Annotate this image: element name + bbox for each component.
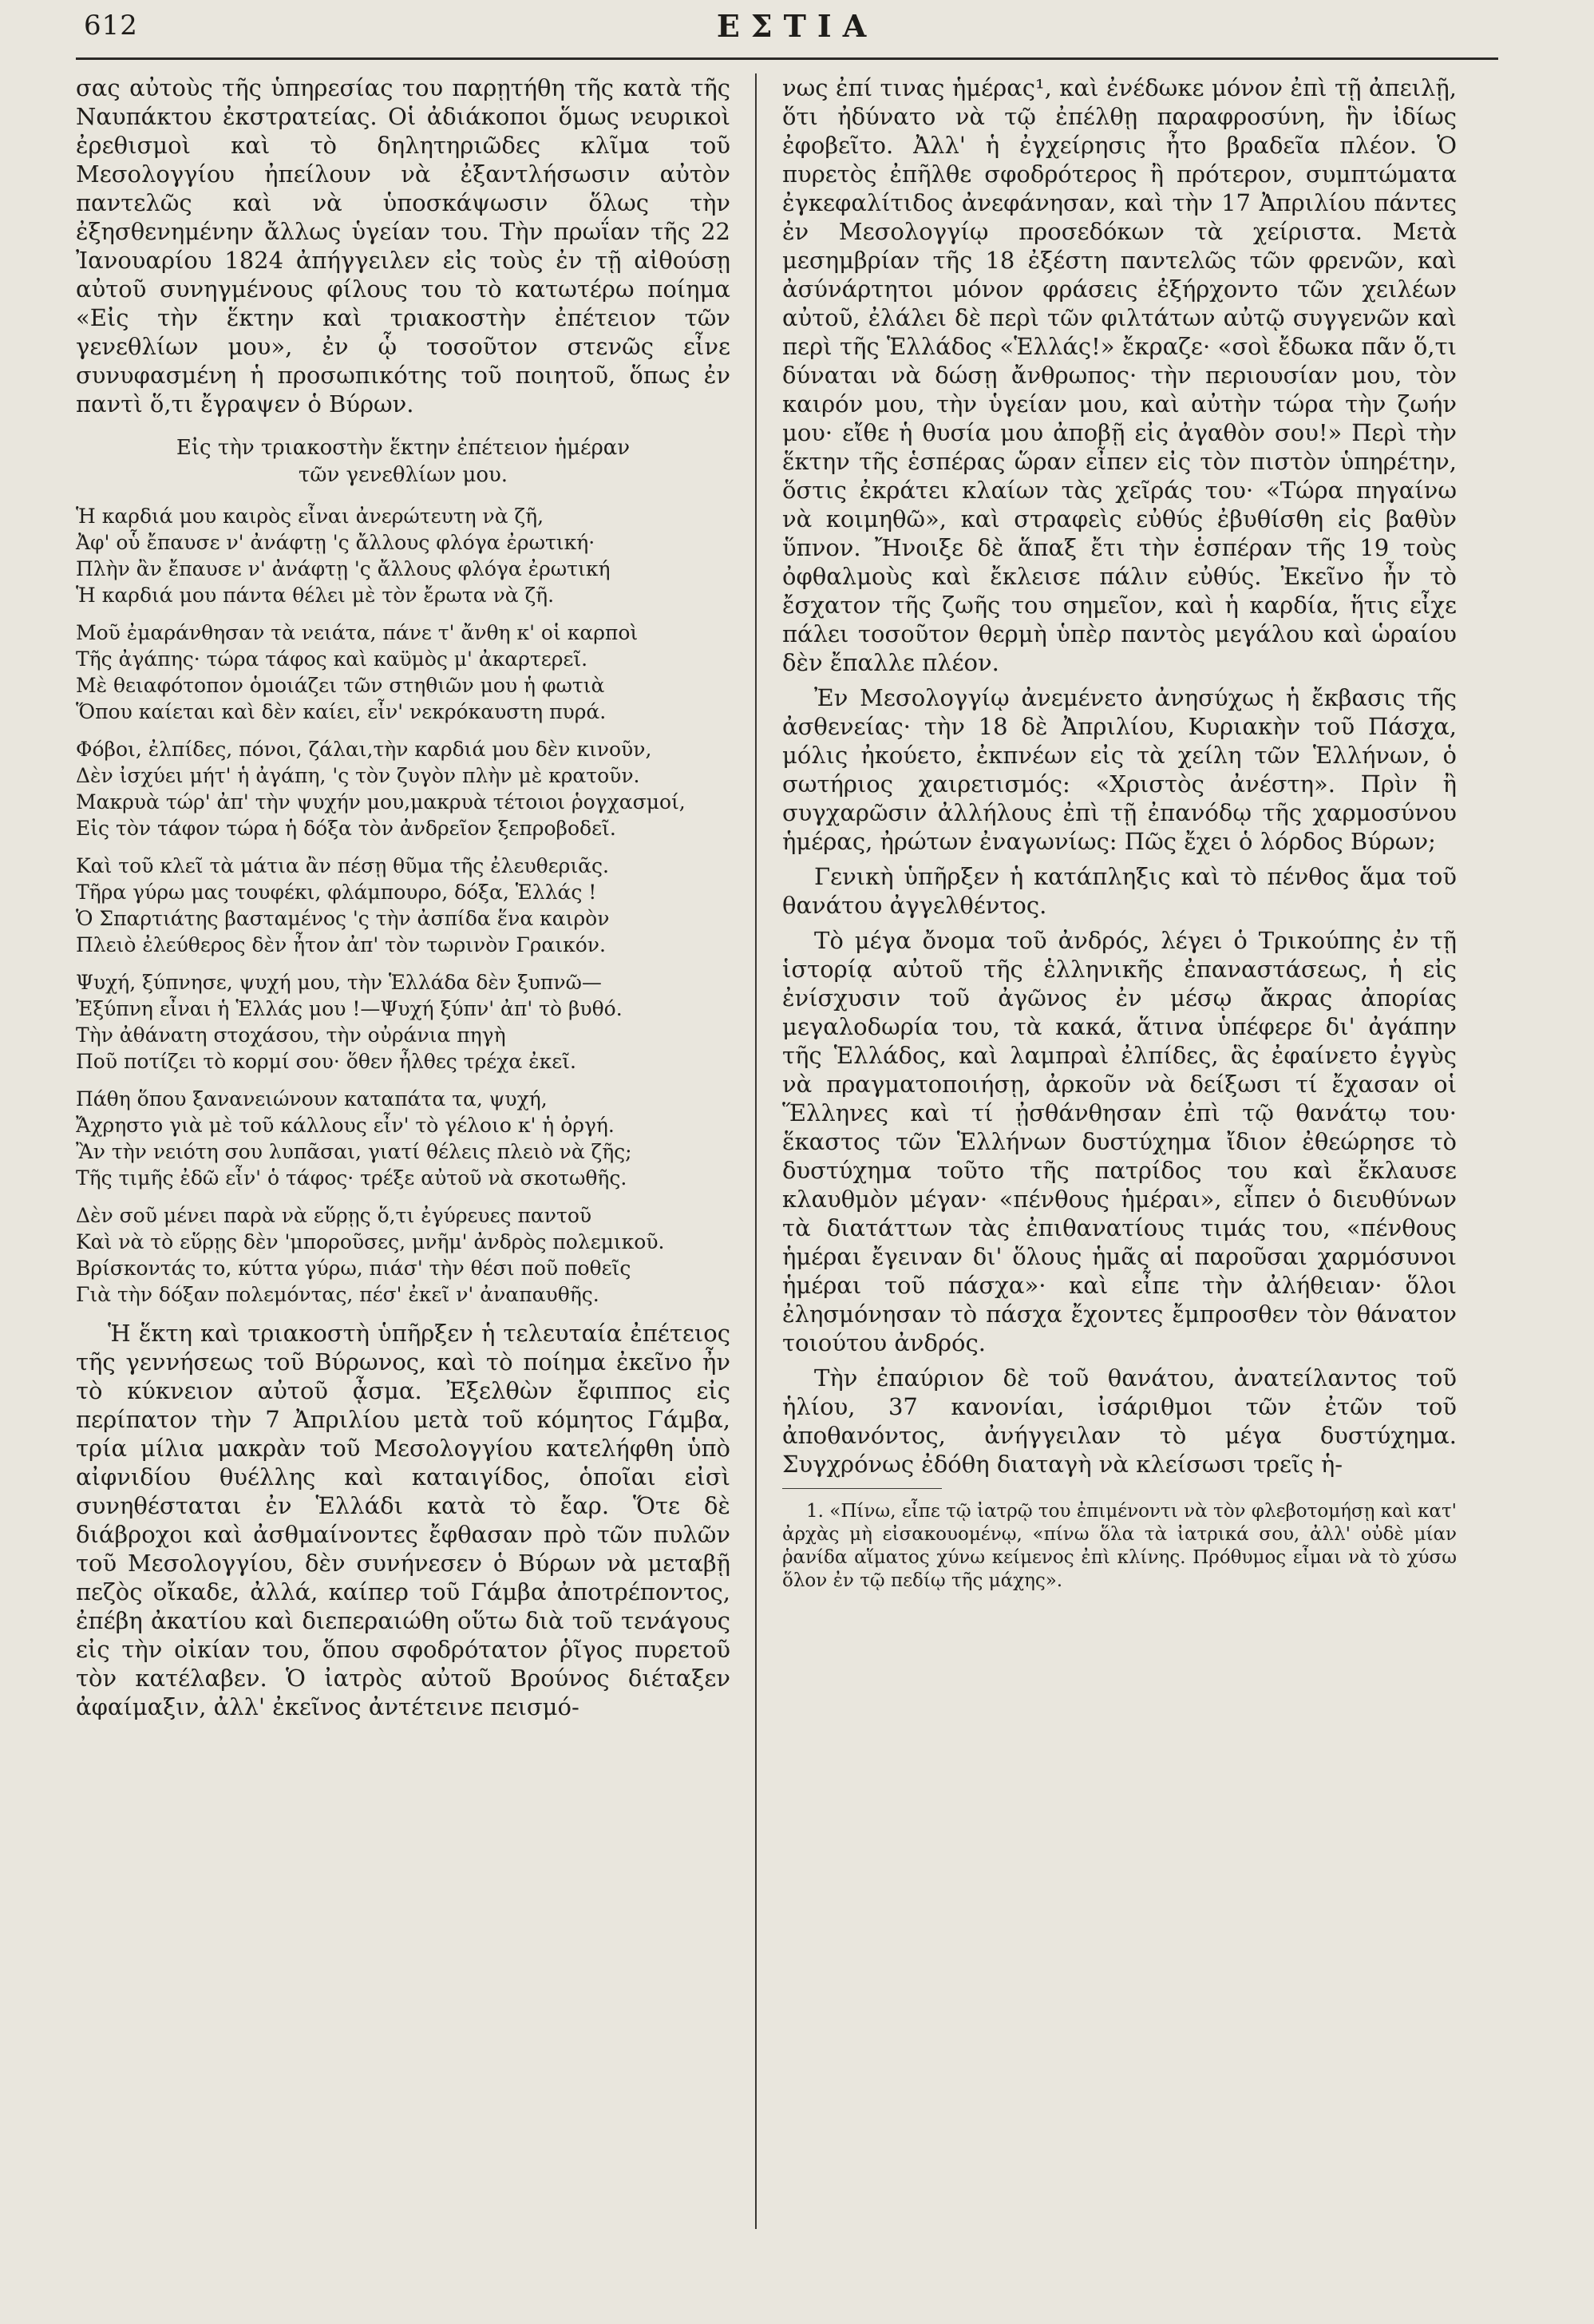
poem-stanza [76,503,730,608]
right-column [782,73,1457,1611]
body-paragraph: Γενικὴ ὑπῆρξεν ἡ κατάπληξις καὶ τὸ πένθος ἅμα τοῦ θανάτου ἀγγελθέντος. [782,863,1457,919]
poem-verse: Καὶ νὰ τὸ εὕρῃς δὲν 'μποροῦσες, μνῆμ' ἀνδρὸς πολεμικοῦ. [76,1230,665,1253]
poem-stanza [76,853,730,958]
poem-verse: Γιὰ τὴν δόξαν πολεμόντας, πέσ' ἐκεῖ ν' ἀναπαυθῆς. [76,1283,599,1306]
body-paragraph: Τὴν ἐπαύριον δὲ τοῦ θανάτου, ἀνατείλαντος τοῦ ἡλίου, 37 κανονίαι, ἰσάριθμοι τῶν ἐτῶν τοῦ ἀποθανόντος, ἀνήγγειλαν τὸ μέγα δυστύχημα. Συγχρόνως ἐδόθη διαταγὴ νὰ κλείσωσι τρεῖς ἡ- [782,1364,1457,1478]
footnote-separator [782,1488,942,1489]
body-paragraph: Τὸ μέγα ὄνομα τοῦ ἀνδρός, λέγει ὁ Τρικούπης ἐν τῇ ἱστορίᾳ αὐτοῦ τῆς ἑλληνικῆς ἐπαναστάσεως, ἡ εἰς ἐνίσχυσιν τοῦ ἀγῶνος ἐν μέσῳ ἄκρας ἀπορίας μεγαλοδωρία του, τὰ κακά, ἅτινα ὑπέφερε δι' ἀγάπην τῆς Ἑλλάδος, καὶ λαμπραὶ ἐλπίδες, ἃς ἐφαίνετο ἐγγὺς νὰ πραγματοποιήσῃ, ἀρκοῦν νὰ δείξωσι τί ἔχασαν οἱ Ἕλληνες καὶ τί ᾐσθάνθησαν ἐπὶ τῷ θανάτῳ του· ἕκαστος τῶν Ἑλλήνων δυστύχημα ἴδιον ἐθεώρησε τὸ δυστύχημα τοῦτο τῆς πατρίδος του καὶ ἔκλαυσε κλαυθμὸν μέγαν· «πένθους ἡμέραι», εἶπεν ὁ διευθύνων τὰ διατάττων τὰς ἐπιθανατίους τιμάς του, «πένθους ἡμέραι ἔγειναν δι' ὅλους ἡμᾶς αἱ παροῦσαι χαρμόσυνοι ἡμέραι τοῦ πάσχα»· καὶ εἶπε τὴν ἀλήθειαν· ὅλοι ἐλησμόνησαν τὸ πάσχα ἔχοντες ἔμπροσθεν τὸν θάνατον τοιούτου ἀνδρός. [782,927,1457,1356]
poem-verse: Τῆς ἀγάπης· τώρα τάφος καὶ καϋμὸς μ' ἀκαρτερεῖ. [76,647,588,671]
poem-verse: Εἰς τὸν τάφον τώρα ἡ δόξα τὸν ἀνδρεῖον ξεπροβοδεῖ. [76,817,616,840]
poem-verse: Μὲ θειαφότοπον ὁμοιάζει τῶν στηθιῶν μου ἡ φωτιὰ [76,674,605,697]
poem-stanza [76,1202,730,1308]
left-column [76,73,730,1728]
poem-stanza [76,1086,730,1191]
footnote: 1. «Πίνω, εἶπε τῷ ἰατρῷ του ἐπιμένοντι νὰ τὸν φλεβοτομήσῃ καὶ κατ' ἀρχὰς μὴ εἰσακουομένῳ, «πίνω ὅλα τὰ ἰατρικά σου, ἀλλ' οὐδὲ μίαν ῥανίδα αἵματος χύνω κείμενος ἐπὶ κλίνης. Πρόθυμος εἶμαι νὰ τὸ χύσω ὅλον ἐν τῷ πεδίῳ τῆς μάχης». [782,1501,1457,1591]
poem-verse: Πλὴν ἂν ἔπαυσε ν' ἀνάφτῃ 'ς ἄλλους φλόγα ἐρωτική [76,557,611,580]
poem-verse: Ἂν τὴν νειότη σου λυπᾶσαι, γιατί θέλεις πλειὸ νὰ ζῆς; [76,1140,632,1163]
poem-verse: Τῆρα γύρω μας τουφέκι, φλάμπουρο, δόξα, Ἑλλάς ! [76,881,597,904]
column-divider [755,73,757,2229]
poem-title-line: τῶν γενεθλίων μου. [298,463,508,487]
poem-verse: Μοῦ ἐμαράνθησαν τὰ νειάτα, πάνε τ' ἄνθη κ' οἱ καρποὶ [76,621,639,644]
poem-verse: Βρίσκοντάς το, κύττα γύρω, πιάσ' τὴν θέσι ποῦ ποθεῖς [76,1257,631,1280]
poem-verse: Φόβοι, ἐλπίδες, πόνοι, ζάλαι,τὴν καρδιά μου δὲν κινοῦν, [76,738,652,761]
page-number: 612 [84,10,138,42]
poem-verse: Ἡ καρδιά μου καιρὸς εἶναι ἀνερώτευτη νὰ ζῆ, [76,505,544,528]
poem-verse: Ἐξύπνη εἶναι ἡ Ἑλλάς μου !—Ψυχή ξύπν' ἀπ' τὸ βυθό. [76,997,623,1020]
header-rule [76,57,1498,60]
poem-title [76,434,730,489]
body-paragraph: Ἐν Μεσολογγίῳ ἀνεμένετο ἀνησύχως ἡ ἔκβασις τῆς ἀσθενείας· τὴν 18 δὲ Ἀπριλίου, Κυριακὴν τοῦ Πάσχα, μόλις ἠκούετο, ἐκπνέων εἰς τὰ χείλη τῶν Ἑλλήνων, ὁ σωτήριος χαιρετισμός: «Χριστὸς ἀνέστη». Πρὶν ἢ συγχαρῶσιν ἀλλήλους ἐπὶ τῇ ἐπανόδῳ τῆς χαρμοσύνου ἡμέρας, ἠρώτων ἐναγωνίως: Πῶς ἔχει ὁ λόρδος Βύρων; [782,684,1457,855]
poem-verse: Καὶ τοῦ κλεῖ τὰ μάτια ἂν πέσῃ θῦμα τῆς ἐλευθεριᾶς. [76,854,609,877]
poem-verse: Ποῦ ποτίζει τὸ κορμί σου· ὅθεν ἦλθες τρέχα ἐκεῖ. [76,1050,576,1073]
poem-verse: Ψυχή, ξύπνησε, ψυχή μου, τὴν Ἑλλάδα δὲν ξυπνῶ— [76,971,602,994]
poem-verse: Μακρυὰ τώρ' ἀπ' τὴν ψυχήν μου,μακρυὰ τέτοιοι ῥογχασμοί, [76,790,686,814]
poem-verse: Ἄχρηστο γιὰ μὲ τοῦ κάλλους εἶν' τὸ γέλοιο κ' ἡ ὀργή. [76,1114,615,1137]
poem-verse: Ἡ καρδιά μου πάντα θέλει μὲ τὸν ἔρωτα νὰ ζῆ. [76,584,555,607]
journal-title: ΕΣΤΙΑ [716,8,878,44]
poem-verse: Ὅπου καίεται καὶ δὲν καίει, εἶν' νεκρόκαυστη πυρά. [76,700,607,723]
poem-verse: Δὲν σοῦ μένει παρὰ νὰ εὕρῃς ὅ,τι ἐγύρευες παντοῦ [76,1204,592,1227]
poem-verse: Πάθη ὅπου ξανανειώνουν καταπάτα τα, ψυχή, [76,1087,548,1111]
poem-stanza [76,620,730,725]
poem-stanza [76,969,730,1075]
poem-verse: Δὲν ἰσχύει μήτ' ἡ ἀγάπη, 'ς τὸν ζυγὸν πλὴν μὲ κρατοῦν. [76,764,640,787]
poem-verse: Τῆς τιμῆς ἐδῶ εἶν' ὁ τάφος· τρέξε αὐτοῦ νὰ σκοτωθῆς. [76,1166,627,1190]
poem-verse: Τὴν ἀθάνατη στοχάσου, τὴν οὐράνια πηγὴ [76,1023,506,1047]
after-poem-paragraph: Ἡ ἕκτη καὶ τριακοστὴ ὑπῆρξεν ἡ τελευταία ἐπέτειος τῆς γεννήσεως τοῦ Βύρωνος, καὶ τὸ ποίημα ἐκεῖνο ἦν τὸ κύκνειον αὐτοῦ ᾆσμα. Ἐξελθὼν ἔφιππος εἰς περίπατον τὴν 7 Ἀπριλίου μετὰ τοῦ κόμητος Γάμβα, τρία μίλια μακρὰν τοῦ Μεσολογγίου κατελήφθη ὑπὸ αἰφνιδίου θυέλλης καὶ καταιγίδος, ὁποῖαι εἰσὶ συνηθέσταται ἐν Ἑλλάδι κατὰ τὸ ἔαρ. Ὅτε δὲ διάβροχοι καὶ ἀσθμαίνοντες ἔφθασαν πρὸ τῶν πυλῶν τοῦ Μεσολογγίου, δὲν συνήνεσεν ὁ Βύρων νὰ μεταβῇ πεζὸς οἴκαδε, ἀλλά, καίπερ τοῦ Γάμβα ἀποτρέποντος, ἐπέβη ἀκατίου καὶ διεπεραιώθη οὕτω διὰ τοῦ τενάγους εἰς τὴν οἰκίαν του, ὅπου σφοδρότατον ῥῖγος πυρετοῦ τὸν κατέλαβεν. Ὁ ἰατρὸς αὐτοῦ Βρούνος διέταξεν ἀφαίμαξιν, ἀλλ' ἐκεῖνος ἀντέτεινε πεισμό- [76,1320,730,1720]
poem [76,503,730,1308]
page-header [76,5,1518,54]
intro-paragraph: σας αὐτοὺς τῆς ὑπηρεσίας του παρῃτήθη τῆς κατὰ τῆς Ναυπάκτου ἐκστρατείας. Οἱ ἀδιάκοποι ὅμως νευρικοὶ ἐρεθισμοὶ καὶ τὸ δηλητηριῶδες κλῖμα τοῦ Μεσολογγίου ἠπείλουν νὰ ἐξαντλήσωσιν αὐτὸν παντελῶς καὶ νὰ ὑποσκάψωσιν ὅλως τὴν ἐξησθενημένην ἄλλως ὑγείαν του. Τὴν πρωΐαν τῆς 22 Ἰανουαρίου 1824 ἀπήγγειλεν εἰς τοὺς ἐν τῇ αἰθούσῃ αὐτοῦ συνηγμένους φίλους του τὸ κατωτέρω ποίημα «Εἰς τὴν ἕκτην καὶ τριακοστὴν ἐπέτειον τῶν γενεθλίων μου», ἐν ᾧ τοσοῦτον στενῶς εἶνε συνυφασμένη ἡ προσωπικότης τοῦ ποιητοῦ, ὅπως ἐν παντὶ ὅ,τι ἔγραψεν ὁ Βύρων. [76,74,730,418]
poem-verse: Ἀφ' οὗ ἔπαυσε ν' ἀνάφτῃ 'ς ἄλλους φλόγα ἐρωτική· [76,531,595,554]
poem-verse: Πλειὸ ἐλεύθερος δὲν ἦτον ἀπ' τὸν τωρινὸν Γραικόν. [76,933,606,956]
body-paragraph: νως ἐπί τινας ἡμέρας¹, καὶ ἐνέδωκε μόνον ἐπὶ τῇ ἀπειλῇ, ὅτι ἠδύνατο νὰ τῷ ἐπέλθῃ παραφροσύνη, ἣν ἰδίως ἐφοβεῖτο. Ἀλλ' ἡ ἐγχείρησις ἦτο βραδεῖα πλέον. Ὁ πυρετὸς ἐπῆλθε σφοδρότερος ἢ πρότερον, συμπτώματα ἐγκεφαλίτιδος ἀνεφάνησαν, καὶ τὴν 17 Ἀπριλίου πάντες ἐν Μεσολογγίῳ προσεδόκων τὰ χείριστα. Μετὰ μεσημβρίαν τῆς 18 ἐξέστη παντελῶς τῶν φρενῶν, καὶ ἀσύνάρτητοι μόνον φράσεις ἐξήρχοντο τῶν χειλέων αὐτοῦ, ἐλάλει δὲ περὶ τῶν φιλτάτων αὐτῷ συγγενῶν καὶ περὶ τῆς Ἑλλάδος «Ἑλλάς!» ἔκραζε· «σοὶ ἔδωκα πᾶν ὅ,τι δύναται νὰ δώσῃ ἄνθρωπος· τὴν περιουσίαν μου, τὸν καιρόν μου, τὴν ὑγείαν μου, καὶ αὐτὴν τώρα τὴν ζωήν μου· εἴθε ἡ θυσία μου ἀποβῇ εἰς ἀγαθὸν σου!» Περὶ τὴν ἕκτην τῆς ἑσπέρας ὥραν εἶπεν εἰς τὸν πιστὸν ὑπηρέτην, ὅστις ἐκράτει κλαίων τὰς χεῖράς του· «Τώρα πηγαίνω νὰ κοιμηθῶ», καὶ στραφεὶς εὐθύς ἐβυθίσθη εἰς βαθὺν ὕπνον. Ἤνοιξε δὲ ἅπαξ ἔτι τὴν ἑσπέραν τῆς 19 τοὺς ὀφθαλμοὺς καὶ ἔκλεισε πάλιν εὐθύς. Ἐκεῖνο ἦν τὸ ἔσχατον τῆς ζωῆς του σημεῖον, καὶ ἡ καρδία, ἥτις εἶχε πάλει τοσοῦτον θερμὴ ὑπὲρ παντὸς μεγάλου καὶ ὡραίου δὲν ἔπαλλε πλέον. [782,74,1457,676]
poem-stanza [76,736,730,841]
poem-title-line: Εἰς τὴν τριακοστὴν ἕκτην ἐπέτειον ἡμέραν [176,436,631,460]
poem-verse: Ὁ Σπαρτιάτης βασταμένος 'ς τὴν ἀσπίδα ἕνα καιρὸν [76,907,610,930]
